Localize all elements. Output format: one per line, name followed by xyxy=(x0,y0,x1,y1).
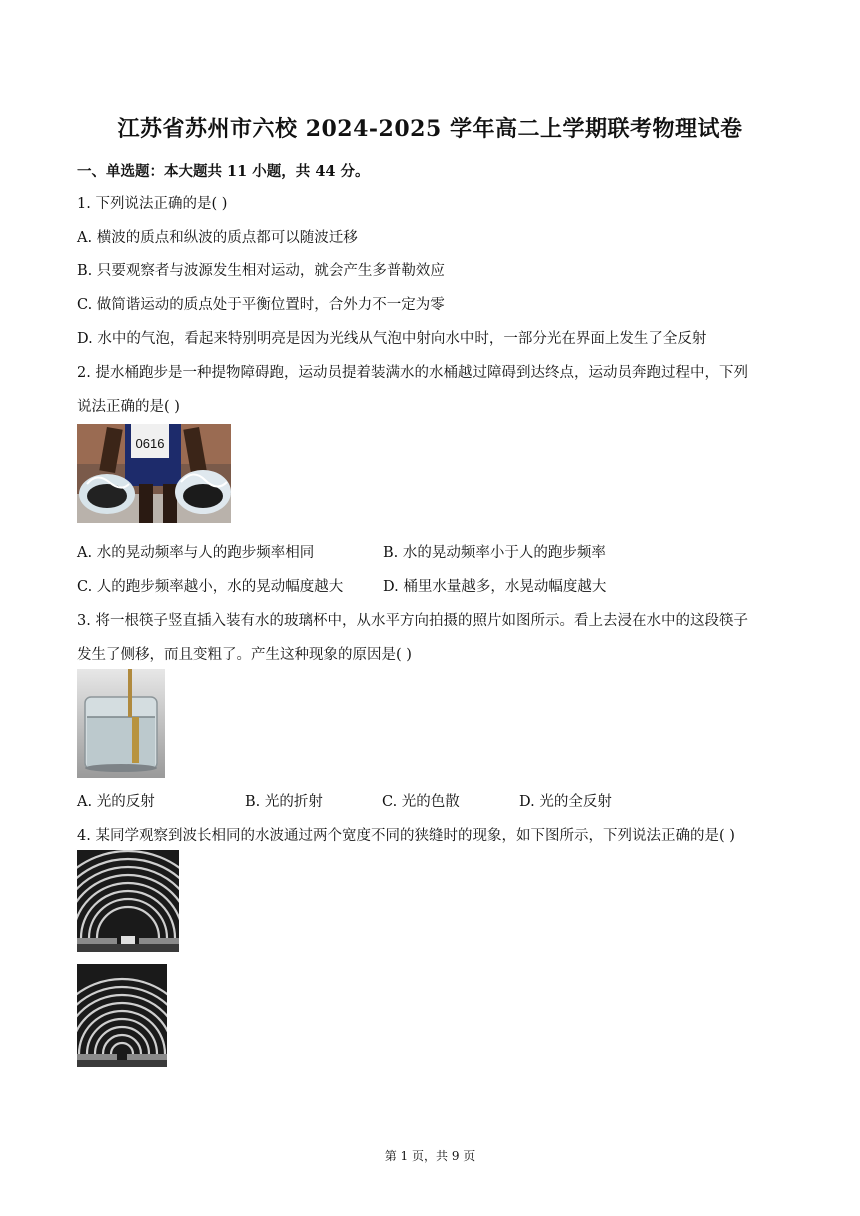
q2-photo-runner-with-buckets xyxy=(77,424,231,523)
q3-stem-line1: 3. 将一根筷子竖直插入装有水的玻璃杯中，从水平方向拍摄的照片如图所示。看上去浸在水中的这段筷子 xyxy=(77,613,748,629)
q3-option-c: C. 光的色散 xyxy=(382,794,460,810)
q3-option-a: A. 光的反射 xyxy=(77,794,155,810)
q3-stem-line2: 发生了侧移，而且变粗了。产生这种现象的原因是( ) xyxy=(77,647,412,663)
q1-option-a: A. 横波的质点和纵波的质点都可以随波迁移 xyxy=(77,230,358,246)
q3-photo-chopstick-in-glass xyxy=(77,669,165,778)
section-heading: 一、单选题：本大题共 11 小题，共 44 分。 xyxy=(77,163,370,180)
q3-option-b: B. 光的折射 xyxy=(245,794,323,810)
exam-title: 江苏省苏州市六校 2024-2025 学年高二上学期联考物理试卷 xyxy=(117,116,743,142)
q2-stem-line2: 说法正确的是( ) xyxy=(77,399,180,415)
q2-option-d: D. 桶里水量越多，水晃动幅度越大 xyxy=(383,579,607,595)
q1-option-c: C. 做简谐运动的质点处于平衡位置时，合外力不一定为零 xyxy=(77,297,445,313)
q4-stem: 4. 某同学观察到波长相同的水波通过两个宽度不同的狭缝时的现象，如下图所示，下列说法正确的是( ) xyxy=(77,828,735,844)
q2-option-c: C. 人的跑步频率越小，水的晃动幅度越大 xyxy=(77,579,344,595)
q1-option-d: D. 水中的气泡，看起来特别明亮是因为光线从气泡中射向水中时，一部分光在界面上发生了全反射 xyxy=(77,331,707,347)
page-footer: 第 1 页，共 9 页 xyxy=(384,1149,476,1163)
q2-option-b: B. 水的晃动频率小于人的跑步频率 xyxy=(383,545,606,561)
q4-photo-narrow-slit-diffraction xyxy=(77,964,167,1067)
q3-option-d: D. 光的全反射 xyxy=(519,794,612,810)
q2-stem-line1: 2. 提水桶跑步是一种提物障碍跑，运动员提着装满水的水桶越过障碍到达终点，运动员奔跑过程中，下列 xyxy=(77,365,748,381)
q2-option-a: A. 水的晃动频率与人的跑步频率相同 xyxy=(77,545,315,561)
bib-number: 0616 xyxy=(135,436,165,451)
q1-option-b: B. 只要观察者与波源发生相对运动，就会产生多普勒效应 xyxy=(77,263,445,279)
q4-photo-wide-slit-diffraction xyxy=(77,850,179,952)
q1-stem: 1. 下列说法正确的是( ) xyxy=(77,196,228,212)
